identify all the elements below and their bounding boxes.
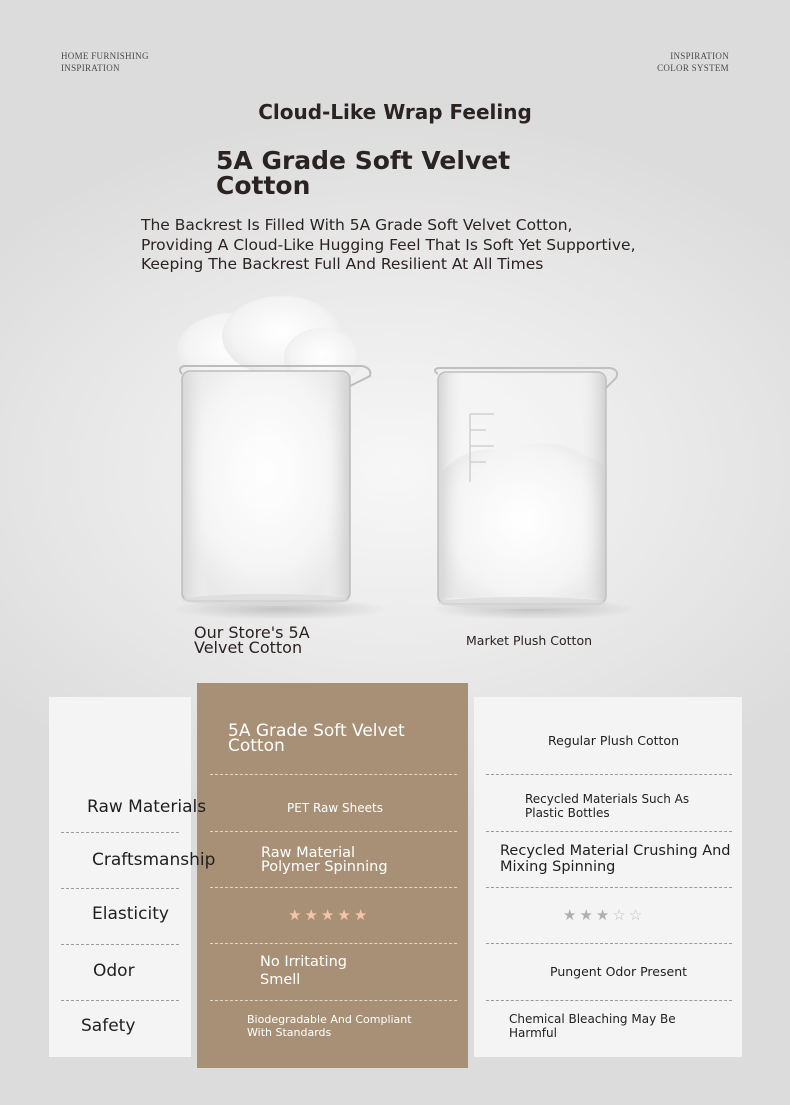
star-icon: ★ (579, 907, 596, 924)
description-line1: The Backrest Is Filled With 5A Grade Soft Velvet Cotton, (141, 216, 573, 234)
raw-materials-regular-line2: Plastic Bottles (525, 806, 610, 820)
caption-our-cotton (194, 625, 354, 655)
craftsmanship-regular-value (500, 843, 731, 875)
craftsmanship-highlight-value (261, 846, 388, 874)
description (141, 216, 701, 275)
row-divider (486, 943, 732, 944)
row-label-elasticity: Elasticity (92, 904, 169, 924)
star-icon: ★ (304, 907, 321, 924)
row-label-odor: Odor (93, 961, 135, 981)
row-divider (210, 1000, 457, 1001)
headline: Cloud-Like Wrap Feeling (258, 100, 532, 124)
caption-our-cotton-line2: Velvet Cotton (194, 638, 303, 657)
row-divider (210, 887, 457, 888)
highlight-column-header (228, 721, 405, 756)
row-divider (486, 831, 732, 832)
row-divider (486, 887, 732, 888)
row-divider (486, 774, 732, 775)
row-divider (486, 1000, 732, 1001)
safety-highlight-line1: Biodegradable And Compliant (247, 1013, 412, 1026)
product-title-line2: Cotton (216, 171, 311, 200)
row-label-craftsmanship: Craftsmanship (92, 850, 216, 870)
safety-regular-line2: Harmful (509, 1026, 557, 1040)
brand-label-left (61, 50, 149, 74)
row-divider (61, 832, 179, 833)
star-outline-icon: ☆ (612, 907, 629, 924)
star-icon: ★ (320, 907, 338, 924)
star-icon: ★ (353, 907, 371, 924)
odor-highlight-line2: Smell (260, 972, 301, 988)
safety-regular-line1: Chemical Bleaching May Be (509, 1012, 676, 1026)
row-divider (61, 888, 179, 889)
highlight-column-header-line1: 5A Grade Soft Velvet (228, 721, 405, 741)
safety-highlight-line2: With Standards (247, 1026, 332, 1039)
product-title-line1: 5A Grade Soft Velvet (216, 146, 511, 175)
regular-column-header: Regular Plush Cotton (548, 733, 680, 748)
comparison-regular-column (474, 697, 742, 1057)
row-label-safety: Safety (81, 1016, 136, 1036)
star-icon: ★ (563, 907, 580, 924)
craftsmanship-highlight-line2: Polymer Spinning (261, 859, 388, 875)
row-divider (61, 944, 179, 945)
star-outline-icon: ☆ (628, 907, 646, 924)
row-divider (210, 774, 457, 775)
star-icon: ★ (595, 907, 613, 924)
elasticity-highlight-rating (288, 906, 370, 924)
brand-label-left-line2: INSPIRATION (61, 63, 120, 73)
description-line3: Keeping The Backrest Full And Resilient At All Times (141, 255, 544, 273)
comparison-label-column (49, 697, 191, 1057)
description-line2: Providing A Cloud-Like Hugging Feel That Is Soft Yet Supportive, (141, 235, 636, 254)
beaker-full-cotton-image (172, 296, 377, 608)
row-divider (210, 943, 457, 944)
raw-materials-highlight-value: PET Raw Sheets (287, 801, 383, 815)
odor-highlight-line1: No Irritating (260, 954, 347, 970)
row-divider (210, 831, 457, 832)
elasticity-regular-rating (563, 906, 645, 924)
craftsmanship-highlight-line1: Raw Material (261, 845, 356, 861)
safety-highlight-value (247, 1013, 412, 1039)
row-divider (61, 1000, 179, 1001)
odor-highlight-value (260, 953, 347, 989)
brand-label-right-line1: INSPIRATION (670, 51, 729, 61)
safety-regular-value (509, 1012, 676, 1040)
star-icon: ★ (337, 907, 354, 924)
raw-materials-regular-line1: Recycled Materials Such As (525, 792, 690, 806)
highlight-column-header-line2: Cotton (228, 736, 285, 756)
craftsmanship-regular-line2: Mixing Spinning (500, 859, 616, 875)
caption-our-cotton-line1: Our Store's 5A (194, 623, 310, 642)
brand-label-right (657, 50, 729, 74)
caption-market-cotton: Market Plush Cotton (466, 633, 593, 648)
raw-materials-regular-value (525, 792, 689, 820)
odor-regular-value: Pungent Odor Present (550, 964, 688, 979)
brand-label-right-line2: COLOR SYSTEM (657, 63, 729, 73)
row-label-raw-materials: Raw Materials (87, 797, 207, 817)
product-title (216, 148, 516, 198)
beaker-partial-cotton-image (428, 362, 620, 610)
brand-label-left-line1: HOME FURNISHING (61, 51, 149, 61)
craftsmanship-regular-line1: Recycled Material Crushing And (500, 843, 731, 859)
star-icon: ★ (288, 907, 305, 924)
